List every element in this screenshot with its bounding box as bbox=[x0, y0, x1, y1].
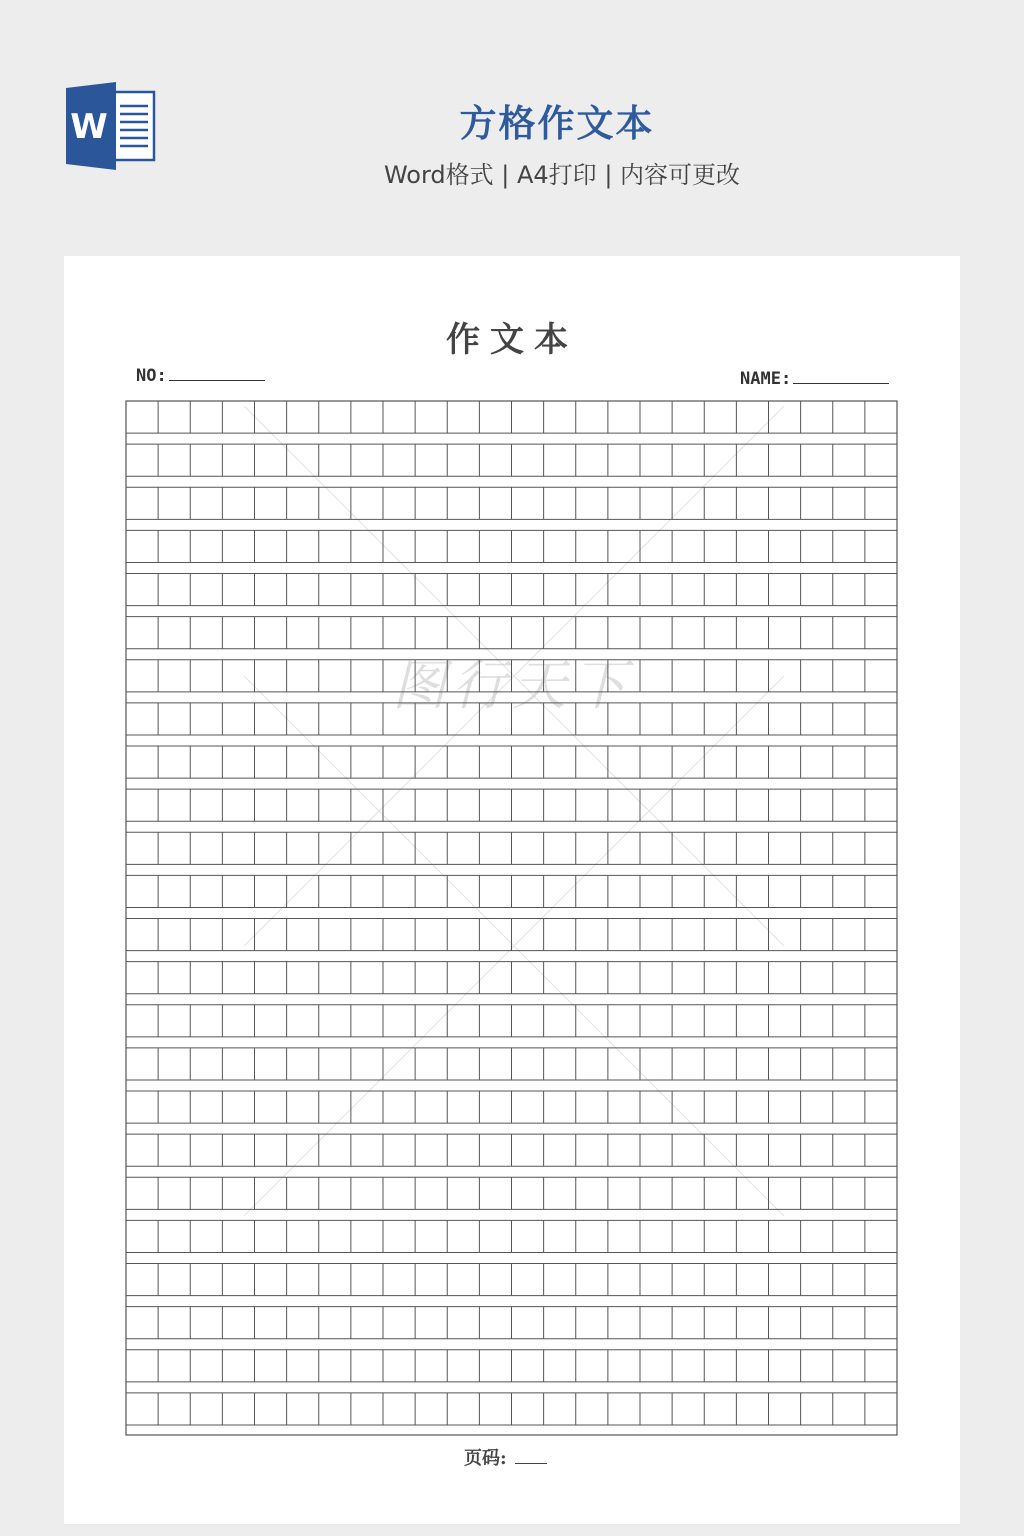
no-label: NO: bbox=[136, 366, 167, 386]
document-page bbox=[64, 256, 960, 1524]
word-logo-letter: W bbox=[70, 107, 108, 147]
watermark-text: 图行天下 bbox=[392, 654, 632, 717]
page-number-blank[interactable] bbox=[515, 1462, 547, 1464]
header bbox=[0, 0, 1024, 256]
document-title: 作文本 bbox=[446, 320, 578, 360]
page-title: 方格作文本 bbox=[459, 102, 655, 145]
name-label: NAME: bbox=[740, 369, 792, 389]
page-number bbox=[464, 1444, 547, 1470]
page-number-label: 页码: bbox=[464, 1448, 507, 1469]
writing-grid[interactable] bbox=[64, 256, 960, 1524]
page-subtitle: Word格式 | A4打印 | 内容可更改 bbox=[383, 161, 741, 189]
